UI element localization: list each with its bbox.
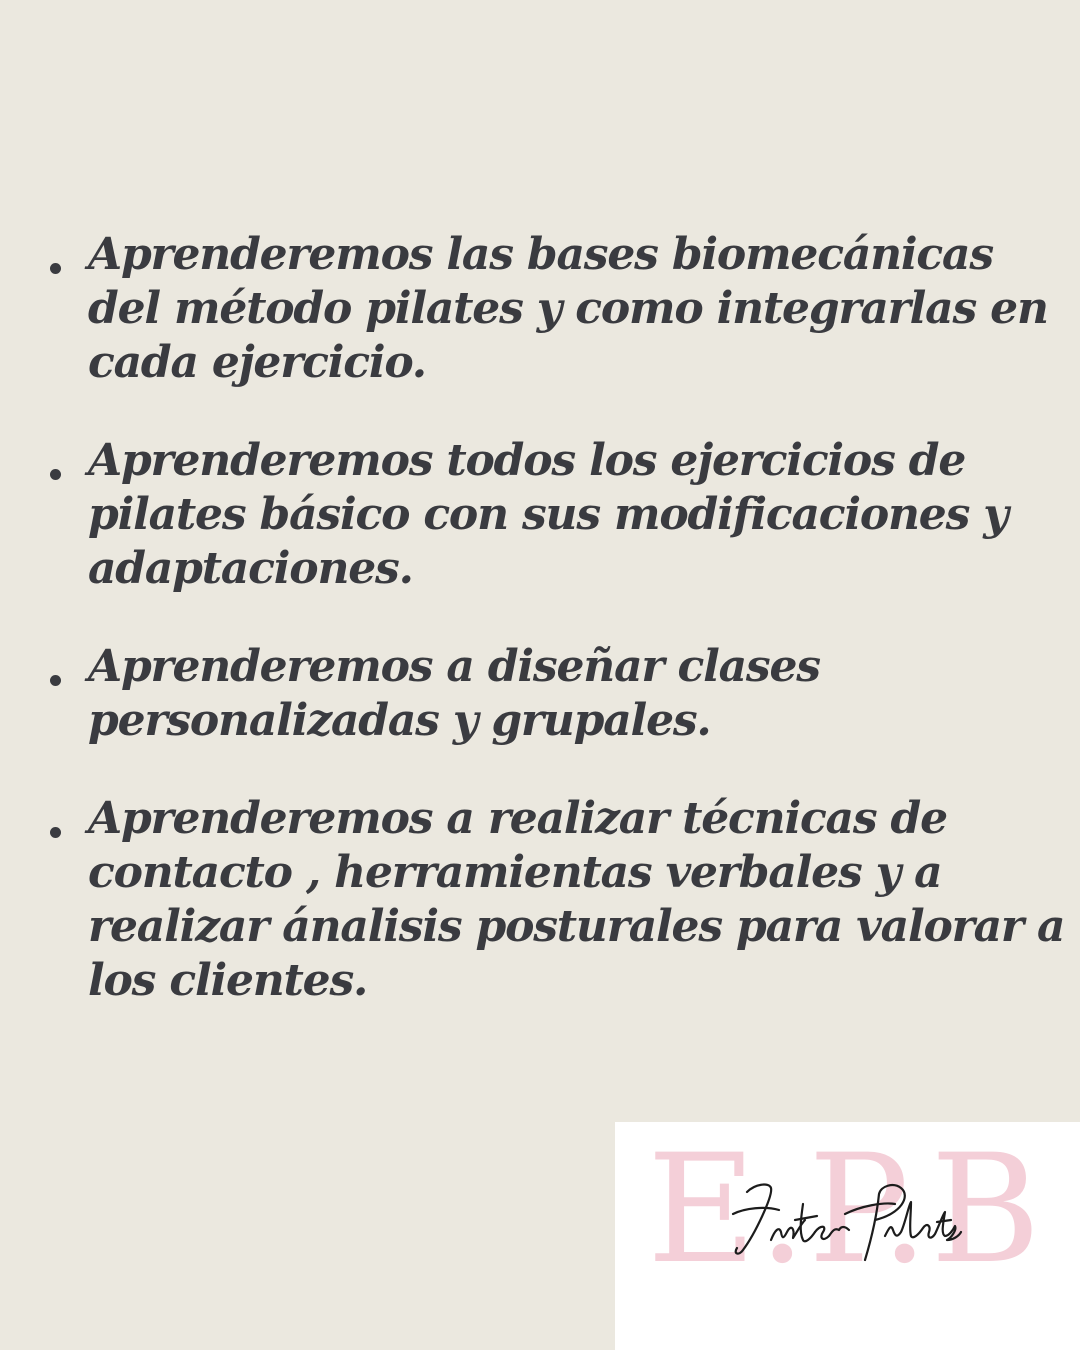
bullet-dot bbox=[50, 675, 61, 686]
bullet-text: Aprenderemos a diseñar clases personalizadas y grupales. bbox=[88, 641, 820, 746]
logo-signature bbox=[725, 1174, 965, 1274]
bullet-text: Aprenderemos todos los ejercicios de pilates básico con sus modificaciones y adaptaciones. bbox=[88, 435, 1008, 594]
bullet-list bbox=[40, 228, 1070, 1052]
bullet-item bbox=[40, 434, 1070, 596]
bullet-dot bbox=[50, 469, 61, 480]
bullet-text: Aprenderemos a realizar técnicas de contacto , herramientas verbales y a realizar ánalisis posturales para valorar a los clientes. bbox=[88, 793, 1065, 1006]
bullet-dot bbox=[50, 263, 61, 274]
bullet-item bbox=[40, 640, 1070, 748]
bullet-item bbox=[40, 792, 1070, 1008]
logo bbox=[615, 1122, 1080, 1350]
bullet-text: Aprenderemos las bases biomecánicas del método pilates y como integrarlas en cada ejercicio. bbox=[88, 229, 1048, 388]
bullet-dot bbox=[50, 827, 61, 838]
bullet-item bbox=[40, 228, 1070, 390]
logo-monogram: E.P.B bbox=[647, 1123, 1043, 1297]
